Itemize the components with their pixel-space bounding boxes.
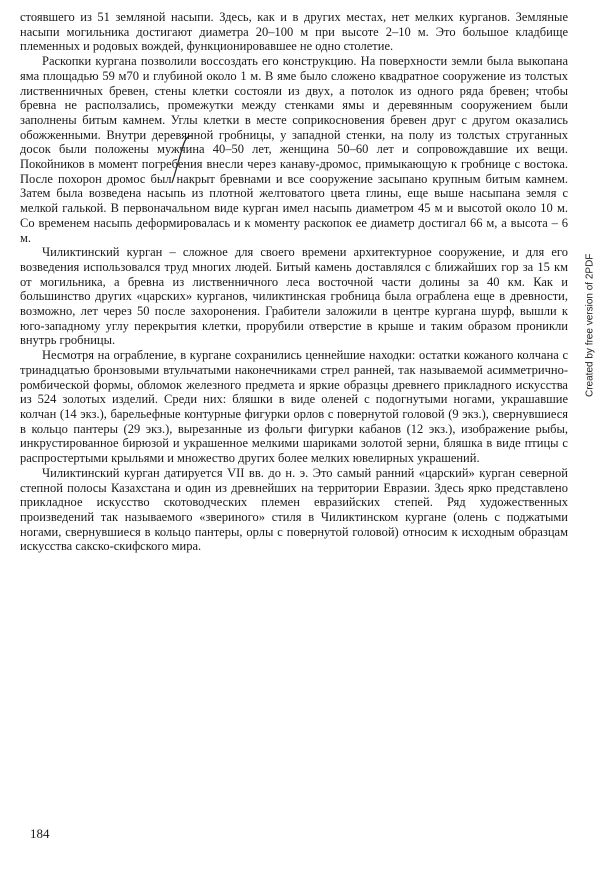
- paragraph-2: Раскопки кургана позволили воссоздать его конструкцию. На поверхности земли была выкопана яма площадью 59 м70 и глубиной около 1 м. В яме было сложено квадратное сооружение из толстых лиственничных бревен, стены клетки состояли из двух, а потолок из одного ряда бревен; чтобы бревна не расползались, промежутки между стенками ямы и деревянным сооружением были заполнены битым камнем. Углы клетки в месте соприкосновения бревен друг с другом оказались обожженными. Внутри деревянной гробницы, у западной стенки, на полу из толстых струганных досок были положены мужчина 40–50 лет, женщина 50–60 лет и сопровождавшие их вещи. Покойников в момент погребения внесли через канаву-дромос, примыкающую к гробнице с востока. После похорон дромос был накрыт бревнами и все сооружение засыпано крупным битым камнем. Затем была возведена насыпь из плотной желтоватого цвета глины, еще выше насыпана земля с мелкой галькой. В первоначальном виде курган имел насыпь диаметром 45 м и высотой около 10 м. Со временем насыпь деформировалась и к моменту раскопок ее диаметр достигал 66 м, а высота – 6 м.: [20, 54, 568, 245]
- paragraph-3: Чиликтинский курган – сложное для своего времени архитектурное сооружение, и для его возведения использовался труд многих людей. Битый камень доставлялся с ближайших гор за 15 км от могильника, а бревна из лиственничного леса восточной части долины за 40 км. Как и большинство других «царских» курганов, чиликтинская гробница была ограблена еще в древности, возможно, лет через 50 после захоронения. Грабители заложили в центре кургана шурф, вышли к юго-западному углу перекрытия клетки, прорубили отверстие в крыше и таким образом проникли внутрь гробницы.: [20, 245, 568, 348]
- paragraph-4: Несмотря на ограбление, в кургане сохранились ценнейшие находки: остатки кожаного колчана с тринадцатью бронзовыми втульчатыми наконечниками стрел ранней, так называемой асимметрично-ромбической формы, обломок железного предмета и яркие образцы древнего прикладного искусства из 524 золотых изделий. Среди них: бляшки в виде оленей с подогнутыми ногами, украшавшие колчан (14 экз.), барельефные контурные фигурки орлов с повернутой головой (9 экз.), свернувшиеся в кольцо пантеры (29 экз.), вырезанные из фольги фигурки кабанов (12 экз.), изображение рыбы, инкрустированное бирюзой и украшенное мелкими шариками золотой зерни, бляшка в виде птицы с распростертыми крыльями и множество других более мелких ювелирных украшений.: [20, 348, 568, 466]
- watermark-text: Created by free version of 2PDF: [584, 253, 596, 397]
- pen-annotation-mark: [168, 133, 194, 185]
- paragraph-1: стоявшего из 51 земляной насыпи. Здесь, как и в других местах, нет мелких курганов. Земляные насыпи могильника достигают диаметра 20–100 м при высоте 2–10 м. Это большое кладбище племенных и родовых вождей, функционировавшее не одно столетие.: [20, 10, 568, 54]
- paragraph-5: Чиликтинский курган датируется VII вв. до н. э. Это самый ранний «царский» курган северной степной полосы Казахстана и один из древнейших на территории Евразии. Здесь ярко представлено прикладное искусство скотоводческих племен евразийских степей. Ряд художественных произведений так называемого «звериного» стиля в Чиликтинском кургане (олень с поджатыми ногами, свернувшиеся в кольцо пантеры, орлы с повернутой головой) относим к исходным образцам искусства сакско-скифского мира.: [20, 465, 568, 554]
- document-page: [20, 10, 568, 554]
- page-number: 184: [30, 826, 50, 841]
